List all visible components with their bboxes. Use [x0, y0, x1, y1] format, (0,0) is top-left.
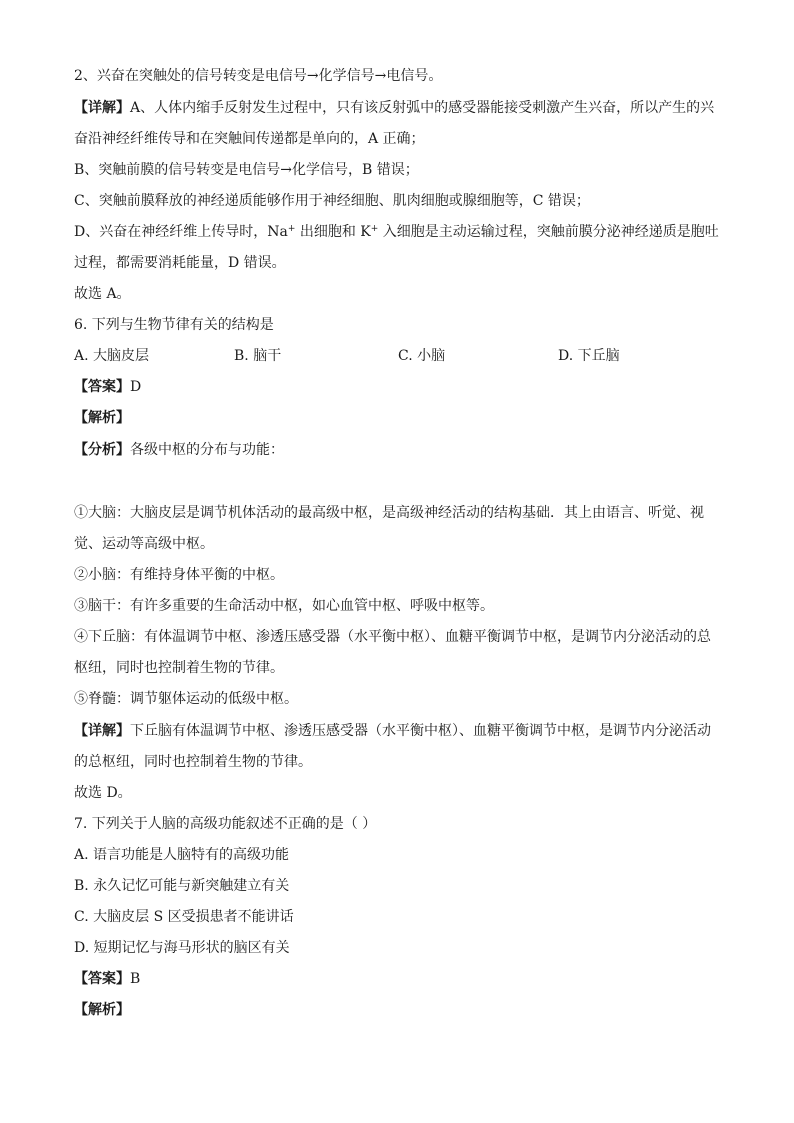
- question-7-option-c: C. 大脑皮层 S 区受损患者不能讲话: [74, 909, 294, 925]
- question-7-answer: 【答案】B: [74, 971, 141, 987]
- question-6-analysis: [74, 408, 734, 428]
- analysis-tag: 【解析】: [74, 410, 130, 426]
- center-brainstem: ③脑干：有许多重要的生命活动中枢，如心血管中枢、呼吸中枢等。: [74, 598, 494, 614]
- question-6-detail: 【详解】下丘脑有体温调节中枢、渗透压感受器（水平衡中枢）、血糖平衡调节中枢，是调节内分泌活动: [74, 723, 711, 739]
- question-6: 6. 下列与生物节律有关的结构是: [74, 317, 274, 333]
- fenxi-tag: 【分析】: [74, 442, 130, 458]
- center-hypothalamus: ④下丘脑：有体温调节中枢、渗透压感受器（水平衡中枢）、血糖平衡调节中枢，是调节内分泌活动的总: [74, 629, 711, 645]
- center-cerebellum: ②小脑：有维持身体平衡的中枢。: [74, 567, 284, 583]
- paragraph-detail-d-cont: 过程，都需要消耗能量，D 错误。: [74, 255, 286, 271]
- question-7-option-b: B. 永久记忆可能与新突触建立有关: [74, 878, 290, 894]
- choose-a: 故选 A。: [74, 286, 131, 302]
- center-hypothalamus-cont: 枢纽，同时也控制着生物的节律。: [74, 660, 284, 676]
- detail-tag: 【详解】: [74, 100, 130, 116]
- option-d: D. 下丘脑: [558, 348, 620, 364]
- detail-tag: 【详解】: [74, 723, 130, 739]
- option-c: C. 小脑: [398, 348, 446, 364]
- paragraph-detail-a-cont: 奋沿神经纤维传导和在突触间传递都是单向的，A 正确；: [74, 131, 425, 147]
- question-7-analysis: [74, 1000, 734, 1020]
- center-spinal-cord: ⑤脊髓：调节躯体运动的低级中枢。: [74, 691, 298, 707]
- paragraph-detail-c: C、突触前膜释放的神经递质能够作用于神经细胞、肌肉细胞或腺细胞等，C 错误；: [74, 193, 590, 209]
- question-6-answer: 【答案】D: [74, 379, 142, 395]
- question-7: 7. 下列关于人脑的高级功能叙述不正确的是（ ）: [74, 816, 377, 832]
- center-cerebrum-cont: 觉、运动等高级中枢。: [74, 536, 214, 552]
- analysis-tag: 【解析】: [74, 1002, 130, 1018]
- option-b: B. 脑干: [234, 348, 282, 364]
- paragraph-detail-d: D、兴奋在神经纤维上传导时，Na+ 出细胞和 K+ 入细胞是主动运输过程，突触前膜分泌神经递质是胞吐: [74, 224, 719, 240]
- answer-tag: 【答案】: [74, 971, 130, 987]
- paragraph-detail-a: 【详解】A、人体内缩手反射发生过程中，只有该反射弧中的感受器能接受刺激产生兴奋，所以产生的兴: [74, 100, 715, 116]
- question-6-detail-cont: 的总枢纽，同时也控制着生物的节律。: [74, 754, 312, 770]
- question-6-fenxi: 【分析】各级中枢的分布与功能：: [74, 442, 284, 458]
- paragraph-detail-b: B、突触前膜的信号转变是电信号→化学信号，B 错误；: [74, 162, 419, 178]
- answer-tag: 【答案】: [74, 379, 130, 395]
- option-a: A. 大脑皮层: [74, 348, 150, 364]
- paragraph-signal-conversion: 2、兴奋在突触处的信号转变是电信号→化学信号→电信号。: [74, 68, 443, 84]
- question-7-option-d: D. 短期记忆与海马形状的脑区有关: [74, 940, 290, 956]
- question-7-option-a: A. 语言功能是人脑特有的高级功能: [74, 847, 290, 863]
- center-cerebrum: ①大脑：大脑皮层是调节机体活动的最高级中枢，是高级神经活动的结构基础．其上由语言、听觉、视: [74, 505, 704, 521]
- choose-d: 故选 D。: [74, 785, 132, 801]
